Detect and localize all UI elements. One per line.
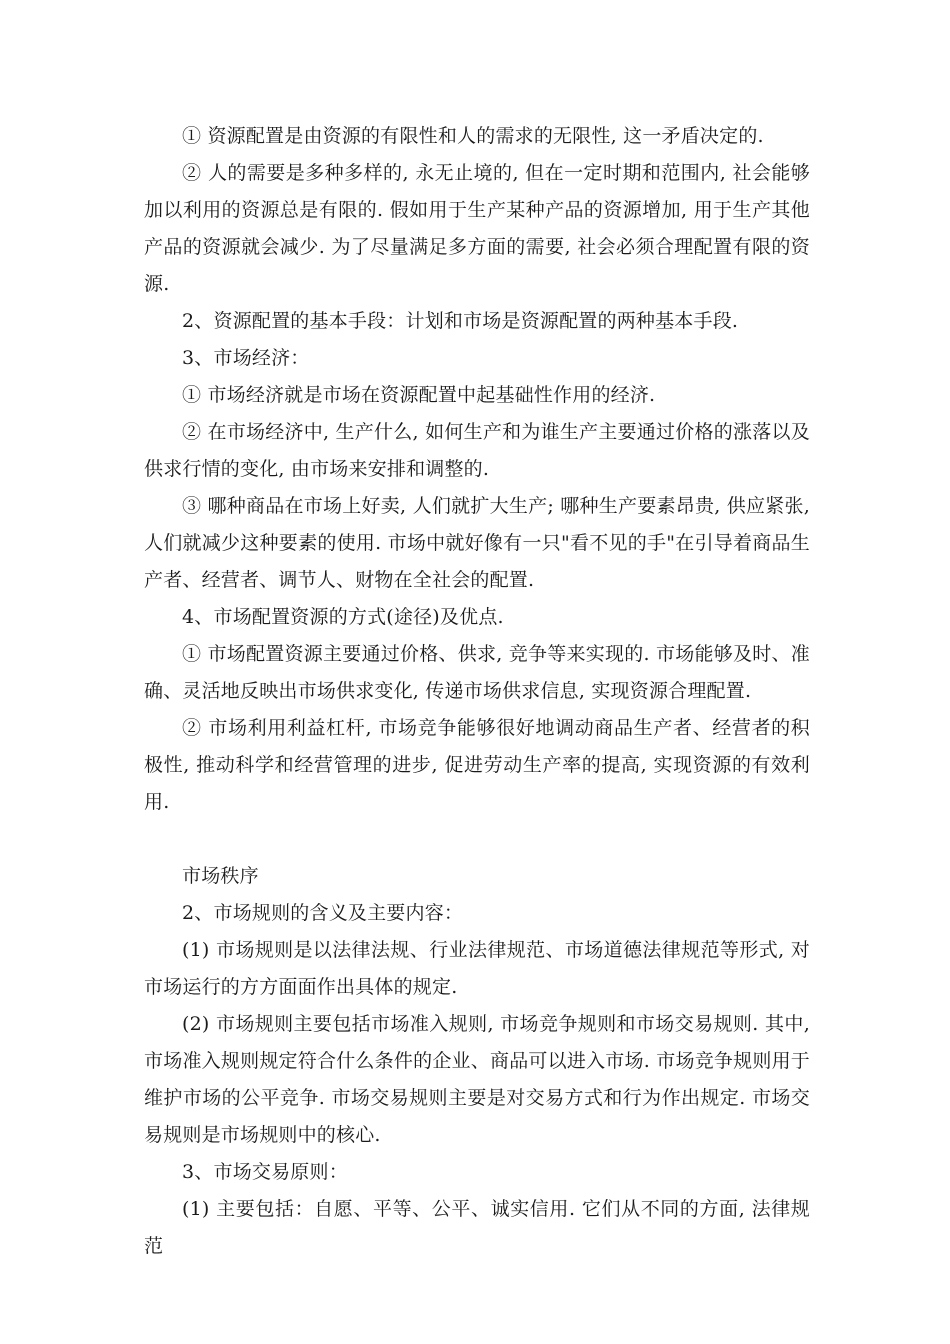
paragraph-8: 4、市场配置资源的方式(途径)及优点. xyxy=(182,606,504,628)
paragraph-6: ② 在市场经济中, 生产什么, 如何生产和为谁生产主要通过价格的涨落以及供求行情的变化, 由市场来安排和调整的. xyxy=(144,421,810,480)
paragraph-14: (2) 市场规则主要包括市场准入规则, 市场竞争规则和市场交易规则. 其中, 市场准入规则规定符合什么条件的企业、商品可以进入市场. 市场竞争规则用于维护市场的公平竞争. 市场交易规则主要是对交易方式和行为作出规定. 市场交易规则是市场规则中的核心. xyxy=(144,1013,810,1146)
paragraph-15: 3、市场交易原则： xyxy=(182,1161,348,1183)
paragraph-16: (1) 主要包括：自愿、平等、公平、诚实信用. 它们从不同的方面, 法律规范 xyxy=(144,1198,810,1257)
paragraph-7: ③ 哪种商品在市场上好卖, 人们就扩大生产; 哪种生产要素昂贵, 供应紧张, 人们就减少这种要素的使用. 市场中就好像有一只"看不见的手"在引导着商品生产者、经营者、调节人、财物在全社会的配置. xyxy=(144,495,810,591)
paragraph-4: 3、市场经济： xyxy=(182,347,310,369)
paragraph-10: ② 市场利用利益杠杆, 市场竞争能够很好地调动商品生产者、经营者的积极性, 推动科学和经营管理的进步, 促进劳动生产率的提高, 实现资源的有效利用. xyxy=(144,717,810,813)
paragraph-3: 2、资源配置的基本手段：计划和市场是资源配置的两种基本手段. xyxy=(182,310,739,332)
paragraph-9: ① 市场配置资源主要通过价格、供求, 竞争等来实现的. 市场能够及时、准确、灵活地反映出市场供求变化, 传递市场供求信息, 实现资源合理配置. xyxy=(144,643,810,702)
document-body xyxy=(144,118,810,1265)
paragraph-2: ② 人的需要是多种多样的, 永无止境的, 但在一定时期和范围内, 社会能够加以利用的资源总是有限的. 假如用于生产某种产品的资源增加, 用于生产其他产品的资源就会减少. 为了尽量满足多方面的需要, 社会必须合理配置有限的资源. xyxy=(144,162,810,295)
paragraph-1: ① 资源配置是由资源的有限性和人的需求的无限性, 这一矛盾决定的. xyxy=(182,125,764,147)
paragraph-12: 2、市场规则的含义及主要内容： xyxy=(182,902,464,924)
paragraph-5: ① 市场经济就是市场在资源配置中起基础性作用的经济. xyxy=(182,384,656,406)
paragraph-13: (1) 市场规则是以法律法规、行业法律规范、市场道德法律规范等形式, 对市场运行的方方面面作出具体的规定. xyxy=(144,939,810,998)
section-heading: 市场秩序 xyxy=(182,865,259,887)
